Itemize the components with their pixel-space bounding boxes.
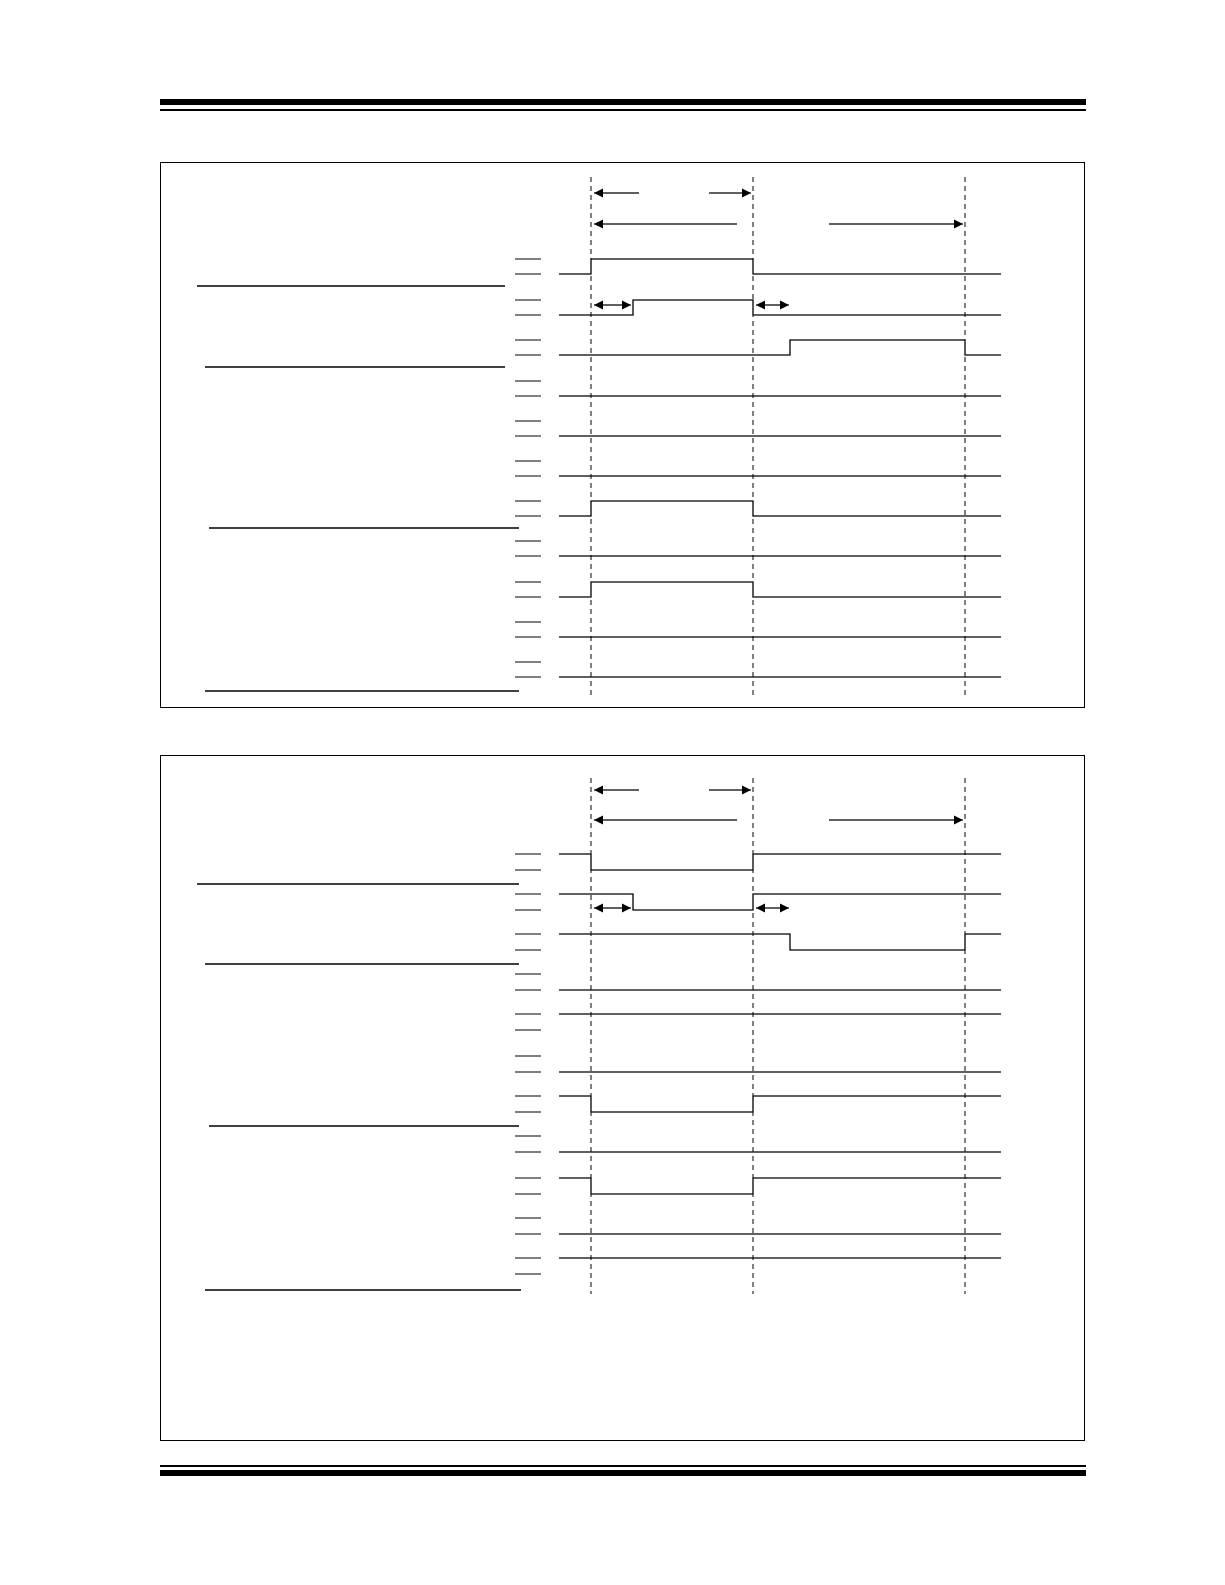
footer-rule-thin (160, 1465, 1086, 1467)
arrow-head (756, 301, 765, 310)
footer-rule-thick (160, 1470, 1086, 1476)
arrow-head (594, 220, 603, 229)
signal-waveform (559, 854, 1001, 870)
arrow-head (594, 904, 603, 913)
timing-diagram-bottom (161, 756, 1086, 1442)
arrow-head (622, 904, 631, 913)
timing-diagram-panel-bottom (160, 755, 1085, 1441)
signal-waveform (559, 1096, 1001, 1112)
arrow-head (954, 220, 963, 229)
signal-waveform (559, 501, 1001, 516)
signal-waveform (559, 1178, 1001, 1194)
arrow-head (742, 786, 751, 795)
arrow-head (594, 786, 603, 795)
timing-diagram-top (161, 163, 1086, 709)
signal-waveform (559, 259, 1001, 274)
arrow-head (594, 816, 603, 825)
arrow-head (780, 904, 789, 913)
signal-waveform (559, 934, 1001, 950)
arrow-head (594, 301, 603, 310)
arrow-head (780, 301, 789, 310)
header-rule-thick (160, 99, 1086, 105)
arrow-head (742, 189, 751, 198)
signal-waveform (559, 340, 1001, 355)
arrow-head (756, 904, 765, 913)
header-rule-thin (160, 109, 1086, 111)
signal-waveform (559, 582, 1001, 597)
timing-diagram-panel-top (160, 162, 1085, 708)
arrow-head (954, 816, 963, 825)
arrow-head (622, 301, 631, 310)
arrow-head (594, 189, 603, 198)
